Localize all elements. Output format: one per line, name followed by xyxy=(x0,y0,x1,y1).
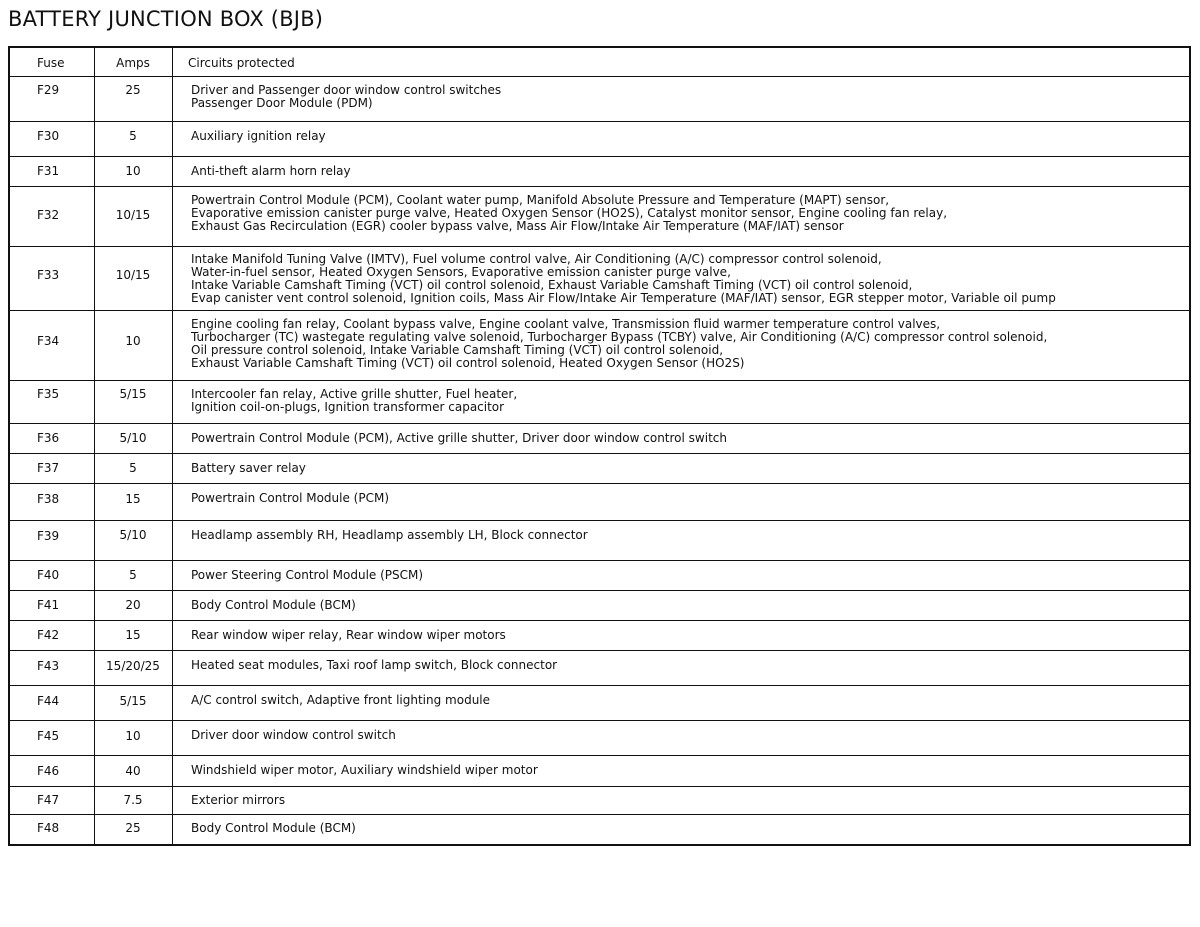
fuse-amps: 10 xyxy=(125,334,141,348)
circuit-line: Ignition coil-on-plugs, Ignition transformer capacitor xyxy=(191,400,505,414)
circuit-line: Exhaust Gas Recirculation (EGR) cooler bypass valve, Mass Air Flow/Intake Air Temperature (MAF/IAT) sensor xyxy=(191,219,844,233)
fuse-number: F45 xyxy=(37,729,60,743)
table-header xyxy=(10,48,1189,76)
fuse-number: F40 xyxy=(37,568,60,582)
circuit-line: Exterior mirrors xyxy=(191,793,286,807)
circuits-protected xyxy=(191,659,557,672)
fuse-amps: 25 xyxy=(125,821,141,835)
fuse-amps: 10 xyxy=(125,729,141,743)
fuse-number: F47 xyxy=(37,793,60,807)
page-title: BATTERY JUNCTION BOX (BJB) xyxy=(8,7,324,31)
circuit-line: Water-in-fuel sensor, Heated Oxygen Sensors, Evaporative emission canister purge valve, xyxy=(191,265,731,279)
fuse-number: F32 xyxy=(37,208,60,222)
table-row xyxy=(10,156,1189,186)
circuit-line: Rear window wiper relay, Rear window wiper motors xyxy=(191,628,506,642)
circuits-protected xyxy=(191,165,351,178)
circuit-line: Body Control Module (BCM) xyxy=(191,821,356,835)
table-row xyxy=(10,590,1189,620)
fuse-amps: 10/15 xyxy=(115,268,151,282)
circuit-line: Auxiliary ignition relay xyxy=(191,129,326,143)
table-row xyxy=(10,814,1189,844)
circuit-line: Intercooler fan relay, Active grille shutter, Fuel heater, xyxy=(191,387,518,401)
table-row xyxy=(10,720,1189,755)
fuse-number: F38 xyxy=(37,492,60,506)
fuse-amps: 25 xyxy=(125,83,141,97)
circuits-protected xyxy=(191,822,356,835)
fuse-number: F46 xyxy=(37,764,60,778)
fuse-amps: 5 xyxy=(129,129,137,143)
circuit-line: A/C control switch, Adaptive front lighting module xyxy=(191,693,491,707)
circuit-line: Battery saver relay xyxy=(191,461,306,475)
circuit-line: Driver door window control switch xyxy=(191,728,396,742)
table-row xyxy=(10,246,1189,310)
fuse-amps: 5 xyxy=(129,568,137,582)
circuits-protected xyxy=(191,694,490,707)
circuit-line: Evap canister vent control solenoid, Ignition coils, Mass Air Flow/Intake Air Temperature (MAF/IAT) sensor, EGR stepper motor, Variable oil pump xyxy=(191,291,1056,305)
circuit-line: Powertrain Control Module (PCM), Coolant water pump, Manifold Absolute Pressure and Temperature (MAPT) sensor, xyxy=(191,193,890,207)
fuse-number: F29 xyxy=(37,83,60,97)
fuse-number: F44 xyxy=(37,694,60,708)
fuse-number: F48 xyxy=(37,821,60,835)
fuse-number: F33 xyxy=(37,268,60,282)
circuit-line: Headlamp assembly RH, Headlamp assembly LH, Block connector xyxy=(191,528,588,542)
circuit-line: Passenger Door Module (PDM) xyxy=(191,96,373,110)
fuse-number: F39 xyxy=(37,529,60,543)
fuse-amps: 7.5 xyxy=(123,793,143,807)
fuse-amps: 40 xyxy=(125,764,141,778)
circuits-protected xyxy=(191,432,727,445)
header-fuse: Fuse xyxy=(37,56,65,70)
circuit-line: Powertrain Control Module (PCM) xyxy=(191,491,389,505)
table-row xyxy=(10,786,1189,814)
circuits-protected xyxy=(191,569,423,582)
fuse-amps: 5/15 xyxy=(119,694,147,708)
fuse-number: F41 xyxy=(37,598,60,612)
fuse-amps: 15/20/25 xyxy=(106,659,160,673)
fuse-amps: 5/10 xyxy=(119,431,147,445)
circuit-line: Anti-theft alarm horn relay xyxy=(191,164,351,178)
table-row xyxy=(10,121,1189,156)
fuse-amps: 15 xyxy=(125,628,141,642)
fuse-amps: 15 xyxy=(125,492,141,506)
fuse-table xyxy=(8,46,1191,846)
circuits-protected xyxy=(191,492,389,505)
circuits-protected xyxy=(191,194,947,233)
circuit-line: Exhaust Variable Camshaft Timing (VCT) oil control solenoid, Heated Oxygen Sensor (HO2S) xyxy=(191,356,745,370)
table-row xyxy=(10,423,1189,453)
table-row xyxy=(10,685,1189,720)
fuse-number: F34 xyxy=(37,334,60,348)
circuit-line: Heated seat modules, Taxi roof lamp switch, Block connector xyxy=(191,658,558,672)
header-circuits: Circuits protected xyxy=(188,56,295,70)
table-row xyxy=(10,76,1189,121)
table-row xyxy=(10,186,1189,246)
fuse-amps: 20 xyxy=(125,598,141,612)
circuits-protected xyxy=(191,253,1056,305)
fuse-number: F31 xyxy=(37,164,60,178)
fuse-amps: 10 xyxy=(125,164,141,178)
circuits-protected xyxy=(191,764,538,777)
circuits-protected xyxy=(191,794,285,807)
circuits-protected xyxy=(191,629,506,642)
header-amps: Amps xyxy=(116,56,150,70)
table-row xyxy=(10,310,1189,380)
circuits-protected xyxy=(191,388,517,414)
circuits-protected xyxy=(191,599,356,612)
circuit-line: Driver and Passenger door window control switches xyxy=(191,83,502,97)
circuit-line: Turbocharger (TC) wastegate regulating valve solenoid, Turbocharger Bypass (TCBY) valve, Air Conditioning (A/C) compressor control solenoid, xyxy=(191,330,1048,344)
fuse-number: F37 xyxy=(37,461,60,475)
circuit-line: Power Steering Control Module (PSCM) xyxy=(191,568,424,582)
circuits-protected xyxy=(191,462,306,475)
circuits-protected xyxy=(191,729,396,742)
table-row xyxy=(10,520,1189,560)
fuse-number: F43 xyxy=(37,659,60,673)
circuits-protected xyxy=(191,318,1047,370)
fuse-number: F36 xyxy=(37,431,60,445)
circuit-line: Intake Manifold Tuning Valve (IMTV), Fuel volume control valve, Air Conditioning (A/C) compressor control solenoid, xyxy=(191,252,882,266)
table-row xyxy=(10,650,1189,685)
table-row xyxy=(10,620,1189,650)
fuse-amps: 10/15 xyxy=(115,208,151,222)
circuits-protected xyxy=(191,84,501,110)
table-row xyxy=(10,755,1189,786)
table-row xyxy=(10,453,1189,483)
circuit-line: Evaporative emission canister purge valve, Heated Oxygen Sensor (HO2S), Catalyst monitor sensor, Engine cooling fan relay, xyxy=(191,206,948,220)
circuit-line: Powertrain Control Module (PCM), Active grille shutter, Driver door window control switch xyxy=(191,431,727,445)
table-row xyxy=(10,483,1189,520)
fuse-amps: 5/10 xyxy=(119,528,147,542)
fuse-number: F35 xyxy=(37,387,60,401)
fuse-number: F42 xyxy=(37,628,60,642)
fuse-number: F30 xyxy=(37,129,60,143)
table-row xyxy=(10,380,1189,423)
circuit-line: Body Control Module (BCM) xyxy=(191,598,356,612)
circuit-line: Windshield wiper motor, Auxiliary windshield wiper motor xyxy=(191,763,538,777)
circuit-line: Engine cooling fan relay, Coolant bypass valve, Engine coolant valve, Transmission fluid warmer temperature control valves, xyxy=(191,317,941,331)
fuse-amps: 5 xyxy=(129,461,137,475)
circuits-protected xyxy=(191,130,326,143)
table-row xyxy=(10,560,1189,590)
circuit-line: Oil pressure control solenoid, Intake Variable Camshaft Timing (VCT) oil control solenoid, xyxy=(191,343,724,357)
circuit-line: Intake Variable Camshaft Timing (VCT) oil control solenoid, Exhaust Variable Camshaft Timing (VCT) oil control solenoid, xyxy=(191,278,913,292)
fuse-amps: 5/15 xyxy=(119,387,147,401)
circuits-protected xyxy=(191,529,588,542)
